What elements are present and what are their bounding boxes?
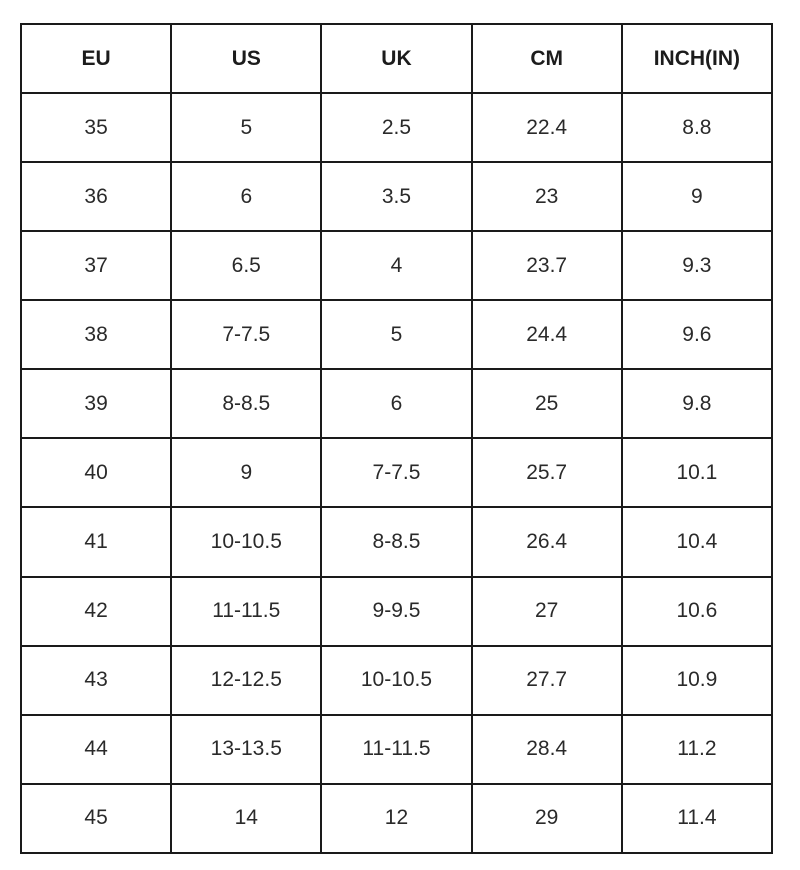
table-row [21,231,772,300]
column-header-us: US [171,24,321,93]
cell-cm: 25.7 [472,438,622,507]
size-chart-table [20,23,773,854]
cell-cm: 22.4 [472,93,622,162]
cell-eu: 40 [21,438,171,507]
cell-uk: 9-9.5 [321,577,471,646]
table-row [21,507,772,576]
cell-eu: 39 [21,369,171,438]
cell-us: 6 [171,162,321,231]
table-row [21,93,772,162]
cell-uk: 7-7.5 [321,438,471,507]
cell-eu: 35 [21,93,171,162]
table-header [21,24,772,93]
table-row [21,300,772,369]
cell-eu: 44 [21,715,171,784]
column-header-cm: CM [472,24,622,93]
cell-cm: 29 [472,784,622,853]
cell-cm: 25 [472,369,622,438]
cell-inch: 9.8 [622,369,772,438]
cell-eu: 36 [21,162,171,231]
cell-us: 12-12.5 [171,646,321,715]
cell-us: 13-13.5 [171,715,321,784]
cell-inch: 11.4 [622,784,772,853]
table-body [21,93,772,853]
column-header-eu: EU [21,24,171,93]
cell-inch: 10.4 [622,507,772,576]
cell-eu: 42 [21,577,171,646]
table-row [21,438,772,507]
cell-inch: 11.2 [622,715,772,784]
table-row [21,715,772,784]
cell-inch: 9.6 [622,300,772,369]
cell-cm: 24.4 [472,300,622,369]
cell-eu: 43 [21,646,171,715]
cell-uk: 2.5 [321,93,471,162]
cell-us: 9 [171,438,321,507]
cell-us: 8-8.5 [171,369,321,438]
cell-eu: 45 [21,784,171,853]
cell-us: 6.5 [171,231,321,300]
cell-inch: 10.9 [622,646,772,715]
cell-us: 5 [171,93,321,162]
column-header-uk: UK [321,24,471,93]
cell-eu: 41 [21,507,171,576]
cell-us: 10-10.5 [171,507,321,576]
table-row [21,646,772,715]
cell-inch: 9.3 [622,231,772,300]
cell-us: 11-11.5 [171,577,321,646]
cell-uk: 8-8.5 [321,507,471,576]
cell-cm: 27 [472,577,622,646]
table-row [21,162,772,231]
header-row [21,24,772,93]
cell-cm: 23 [472,162,622,231]
cell-cm: 27.7 [472,646,622,715]
cell-cm: 26.4 [472,507,622,576]
table-row [21,577,772,646]
table-row [21,784,772,853]
cell-us: 7-7.5 [171,300,321,369]
cell-cm: 28.4 [472,715,622,784]
cell-inch: 10.1 [622,438,772,507]
cell-uk: 4 [321,231,471,300]
cell-uk: 10-10.5 [321,646,471,715]
cell-cm: 23.7 [472,231,622,300]
cell-inch: 8.8 [622,93,772,162]
cell-inch: 10.6 [622,577,772,646]
cell-uk: 12 [321,784,471,853]
table-row [21,369,772,438]
cell-inch: 9 [622,162,772,231]
cell-us: 14 [171,784,321,853]
column-header-inch: INCH(IN) [622,24,772,93]
cell-eu: 38 [21,300,171,369]
cell-uk: 5 [321,300,471,369]
cell-uk: 11-11.5 [321,715,471,784]
cell-uk: 3.5 [321,162,471,231]
cell-eu: 37 [21,231,171,300]
cell-uk: 6 [321,369,471,438]
